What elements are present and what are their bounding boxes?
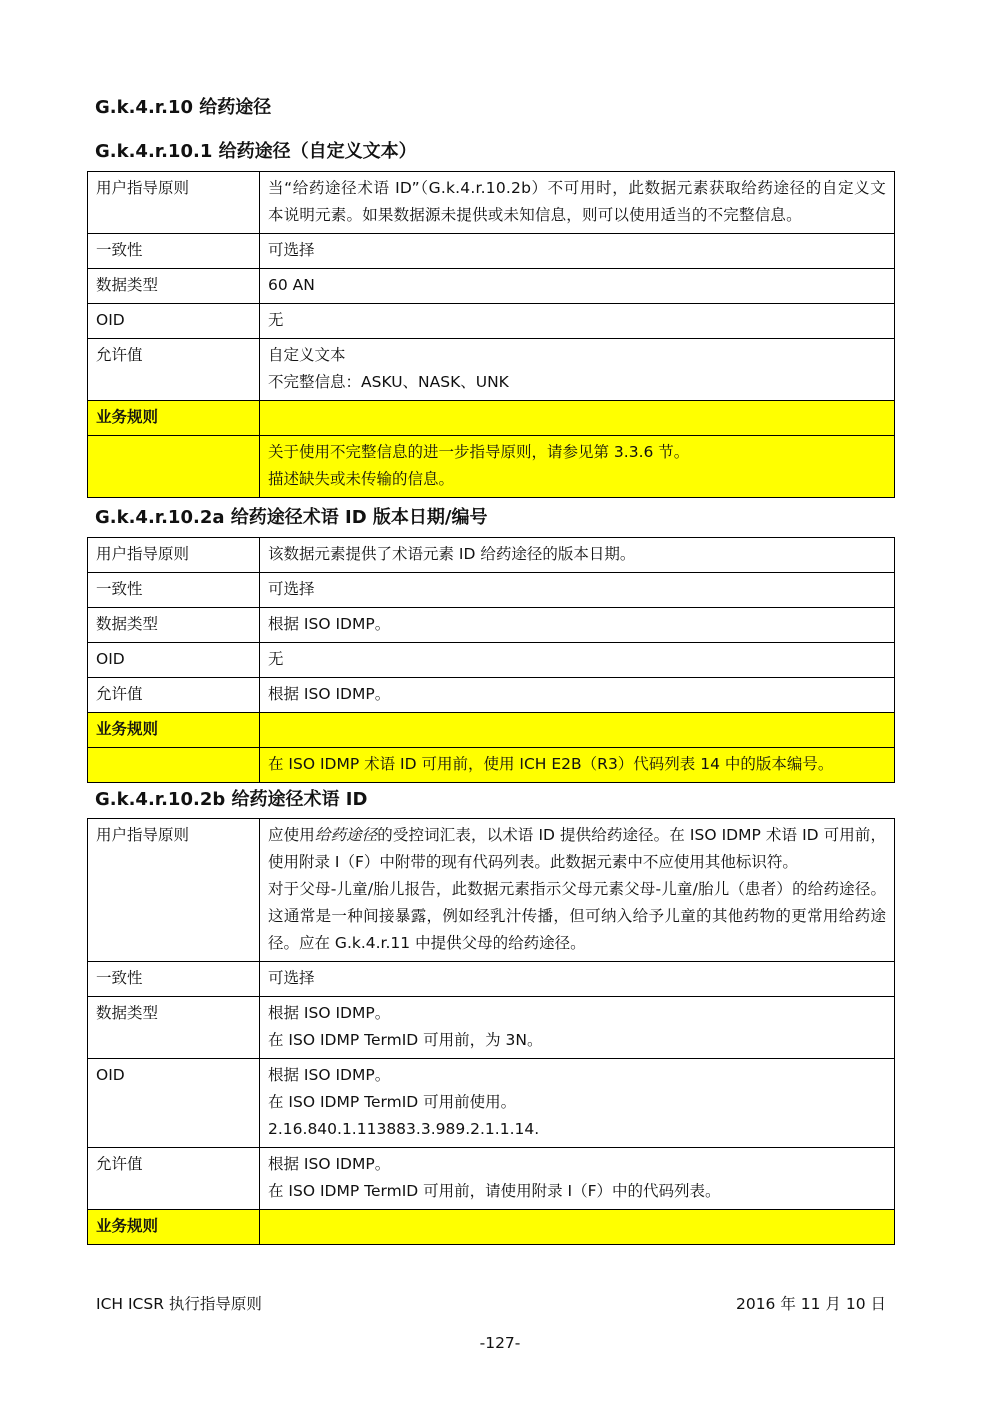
values-line: 自定义文本 <box>268 346 346 364</box>
guideline-text: 的受控词汇表，以术语 ID 提供给药途径。在 ISO IDMP 术语 ID 可用前，使用附录 I（F）中附带的现有代码列表。此数据元素中不应使用其他标识符。 <box>268 826 886 871</box>
heading-route: G.k.4.r.10 给药途径 <box>95 97 272 118</box>
datatype-value: 根据 ISO IDMP。 <box>260 608 895 643</box>
table-row <box>88 819 895 962</box>
table-row <box>88 713 895 748</box>
table-row <box>88 748 895 783</box>
conformance-value: 可选择 <box>260 573 895 608</box>
heading-route-term-id: G.k.4.r.10.2b 给药途径术语 ID <box>95 789 368 810</box>
business-rules-spacer <box>260 1210 895 1245</box>
label-oid: OID <box>88 643 260 678</box>
table-row <box>88 339 895 401</box>
oid-value: 无 <box>260 643 895 678</box>
table-row <box>88 573 895 608</box>
conformance-value: 可选择 <box>260 962 895 997</box>
table-row <box>88 401 895 436</box>
label-conformance: 一致性 <box>88 573 260 608</box>
label-values: 允许值 <box>88 678 260 713</box>
guideline-text: 该数据元素提供了术语元素 ID 给药途径的版本日期。 <box>260 538 895 573</box>
business-rules-cell <box>260 436 895 498</box>
table-row <box>88 269 895 304</box>
label-business-rules: 业务规则 <box>88 713 260 748</box>
values-line: 在 ISO IDMP TermID 可用前，请使用附录 I（F）中的代码列表。 <box>268 1182 721 1200</box>
conformance-value: 可选择 <box>260 234 895 269</box>
label-oid: OID <box>88 1059 260 1148</box>
values-line: 不完整信息：ASKU、NASK、UNK <box>268 373 509 391</box>
heading-route-free-text: G.k.4.r.10.1 给药途径（自定义文本） <box>95 141 417 162</box>
table-row <box>88 234 895 269</box>
table-row <box>88 172 895 234</box>
table-route-free-text <box>87 171 895 498</box>
footer-document-title: ICH ICSR 执行指导原则 <box>96 1295 262 1313</box>
oid-line: 根据 ISO IDMP。 <box>268 1066 391 1084</box>
label-conformance: 一致性 <box>88 234 260 269</box>
label-datatype: 数据类型 <box>88 269 260 304</box>
business-rule-line: 描述缺失或未传输的信息。 <box>268 470 455 488</box>
guideline-paragraph <box>268 822 886 876</box>
label-datatype: 数据类型 <box>88 608 260 643</box>
footer-date: 2016 年 11 月 10 日 <box>735 1295 886 1313</box>
label-guideline: 用户指导原则 <box>88 172 260 234</box>
oid-line: 2.16.840.1.113883.3.989.2.1.1.14. <box>268 1120 540 1138</box>
values-cell <box>260 339 895 401</box>
table-row <box>88 1148 895 1210</box>
table-row <box>88 304 895 339</box>
table-route-term-version <box>87 537 895 783</box>
datatype-line: 在 ISO IDMP TermID 可用前，为 3N。 <box>268 1031 543 1049</box>
label-business-rules: 业务规则 <box>88 1210 260 1245</box>
label-datatype: 数据类型 <box>88 997 260 1059</box>
values-cell <box>260 1148 895 1210</box>
business-rules-spacer <box>260 713 895 748</box>
table-row <box>88 1059 895 1148</box>
label-values: 允许值 <box>88 1148 260 1210</box>
table-row <box>88 962 895 997</box>
table-route-term-id <box>87 818 895 1245</box>
oid-line: 在 ISO IDMP TermID 可用前使用。 <box>268 1093 517 1111</box>
table-row <box>88 538 895 573</box>
values-value: 根据 ISO IDMP。 <box>260 678 895 713</box>
table-row <box>88 997 895 1059</box>
oid-value: 无 <box>260 304 895 339</box>
table-row <box>88 608 895 643</box>
business-rules-spacer <box>88 748 260 783</box>
label-values: 允许值 <box>88 339 260 401</box>
page-number: -127- <box>479 1334 521 1352</box>
business-rule-line: 关于使用不完整信息的进一步指导原则，请参见第 3.3.6 节。 <box>268 443 690 461</box>
label-conformance: 一致性 <box>88 962 260 997</box>
label-business-rules: 业务规则 <box>88 401 260 436</box>
datatype-value: 60 AN <box>260 269 895 304</box>
heading-route-term-version: G.k.4.r.10.2a 给药途径术语 ID 版本日期/编号 <box>95 507 488 528</box>
table-row <box>88 643 895 678</box>
table-row <box>88 436 895 498</box>
guideline-text: 应使用 <box>268 826 315 844</box>
datatype-line: 根据 ISO IDMP。 <box>268 1004 391 1022</box>
table-row <box>88 678 895 713</box>
values-line: 根据 ISO IDMP。 <box>268 1155 391 1173</box>
business-rules-spacer <box>88 436 260 498</box>
guideline-emphasis: 给药途径 <box>314 826 378 844</box>
label-guideline: 用户指导原则 <box>88 538 260 573</box>
business-rules-spacer <box>260 401 895 436</box>
label-oid: OID <box>88 304 260 339</box>
label-guideline: 用户指导原则 <box>88 819 260 962</box>
business-rule-text: 在 ISO IDMP 术语 ID 可用前，使用 ICH E2B（R3）代码列表 14 中的版本编号。 <box>260 748 895 783</box>
datatype-cell <box>260 997 895 1059</box>
guideline-paragraph: 对于父母-儿童/胎儿报告，此数据元素指示父母元素父母-儿童/胎儿（患者）的给药途径。这通常是一种间接暴露，例如经乳汁传播，但可纳入给予儿童的其他药物的更常用给药途径。应在 G.k.4.r.11 中提供父母的给药途径。 <box>268 880 886 952</box>
guideline-cell <box>260 819 895 962</box>
guideline-text: 当“给药途径术语 ID”（G.k.4.r.10.2b）不可用时，此数据元素获取给药途径的自定义文本说明元素。如果数据源未提供或未知信息，则可以使用适当的不完整信息。 <box>260 172 895 234</box>
oid-cell <box>260 1059 895 1148</box>
table-row <box>88 1210 895 1245</box>
